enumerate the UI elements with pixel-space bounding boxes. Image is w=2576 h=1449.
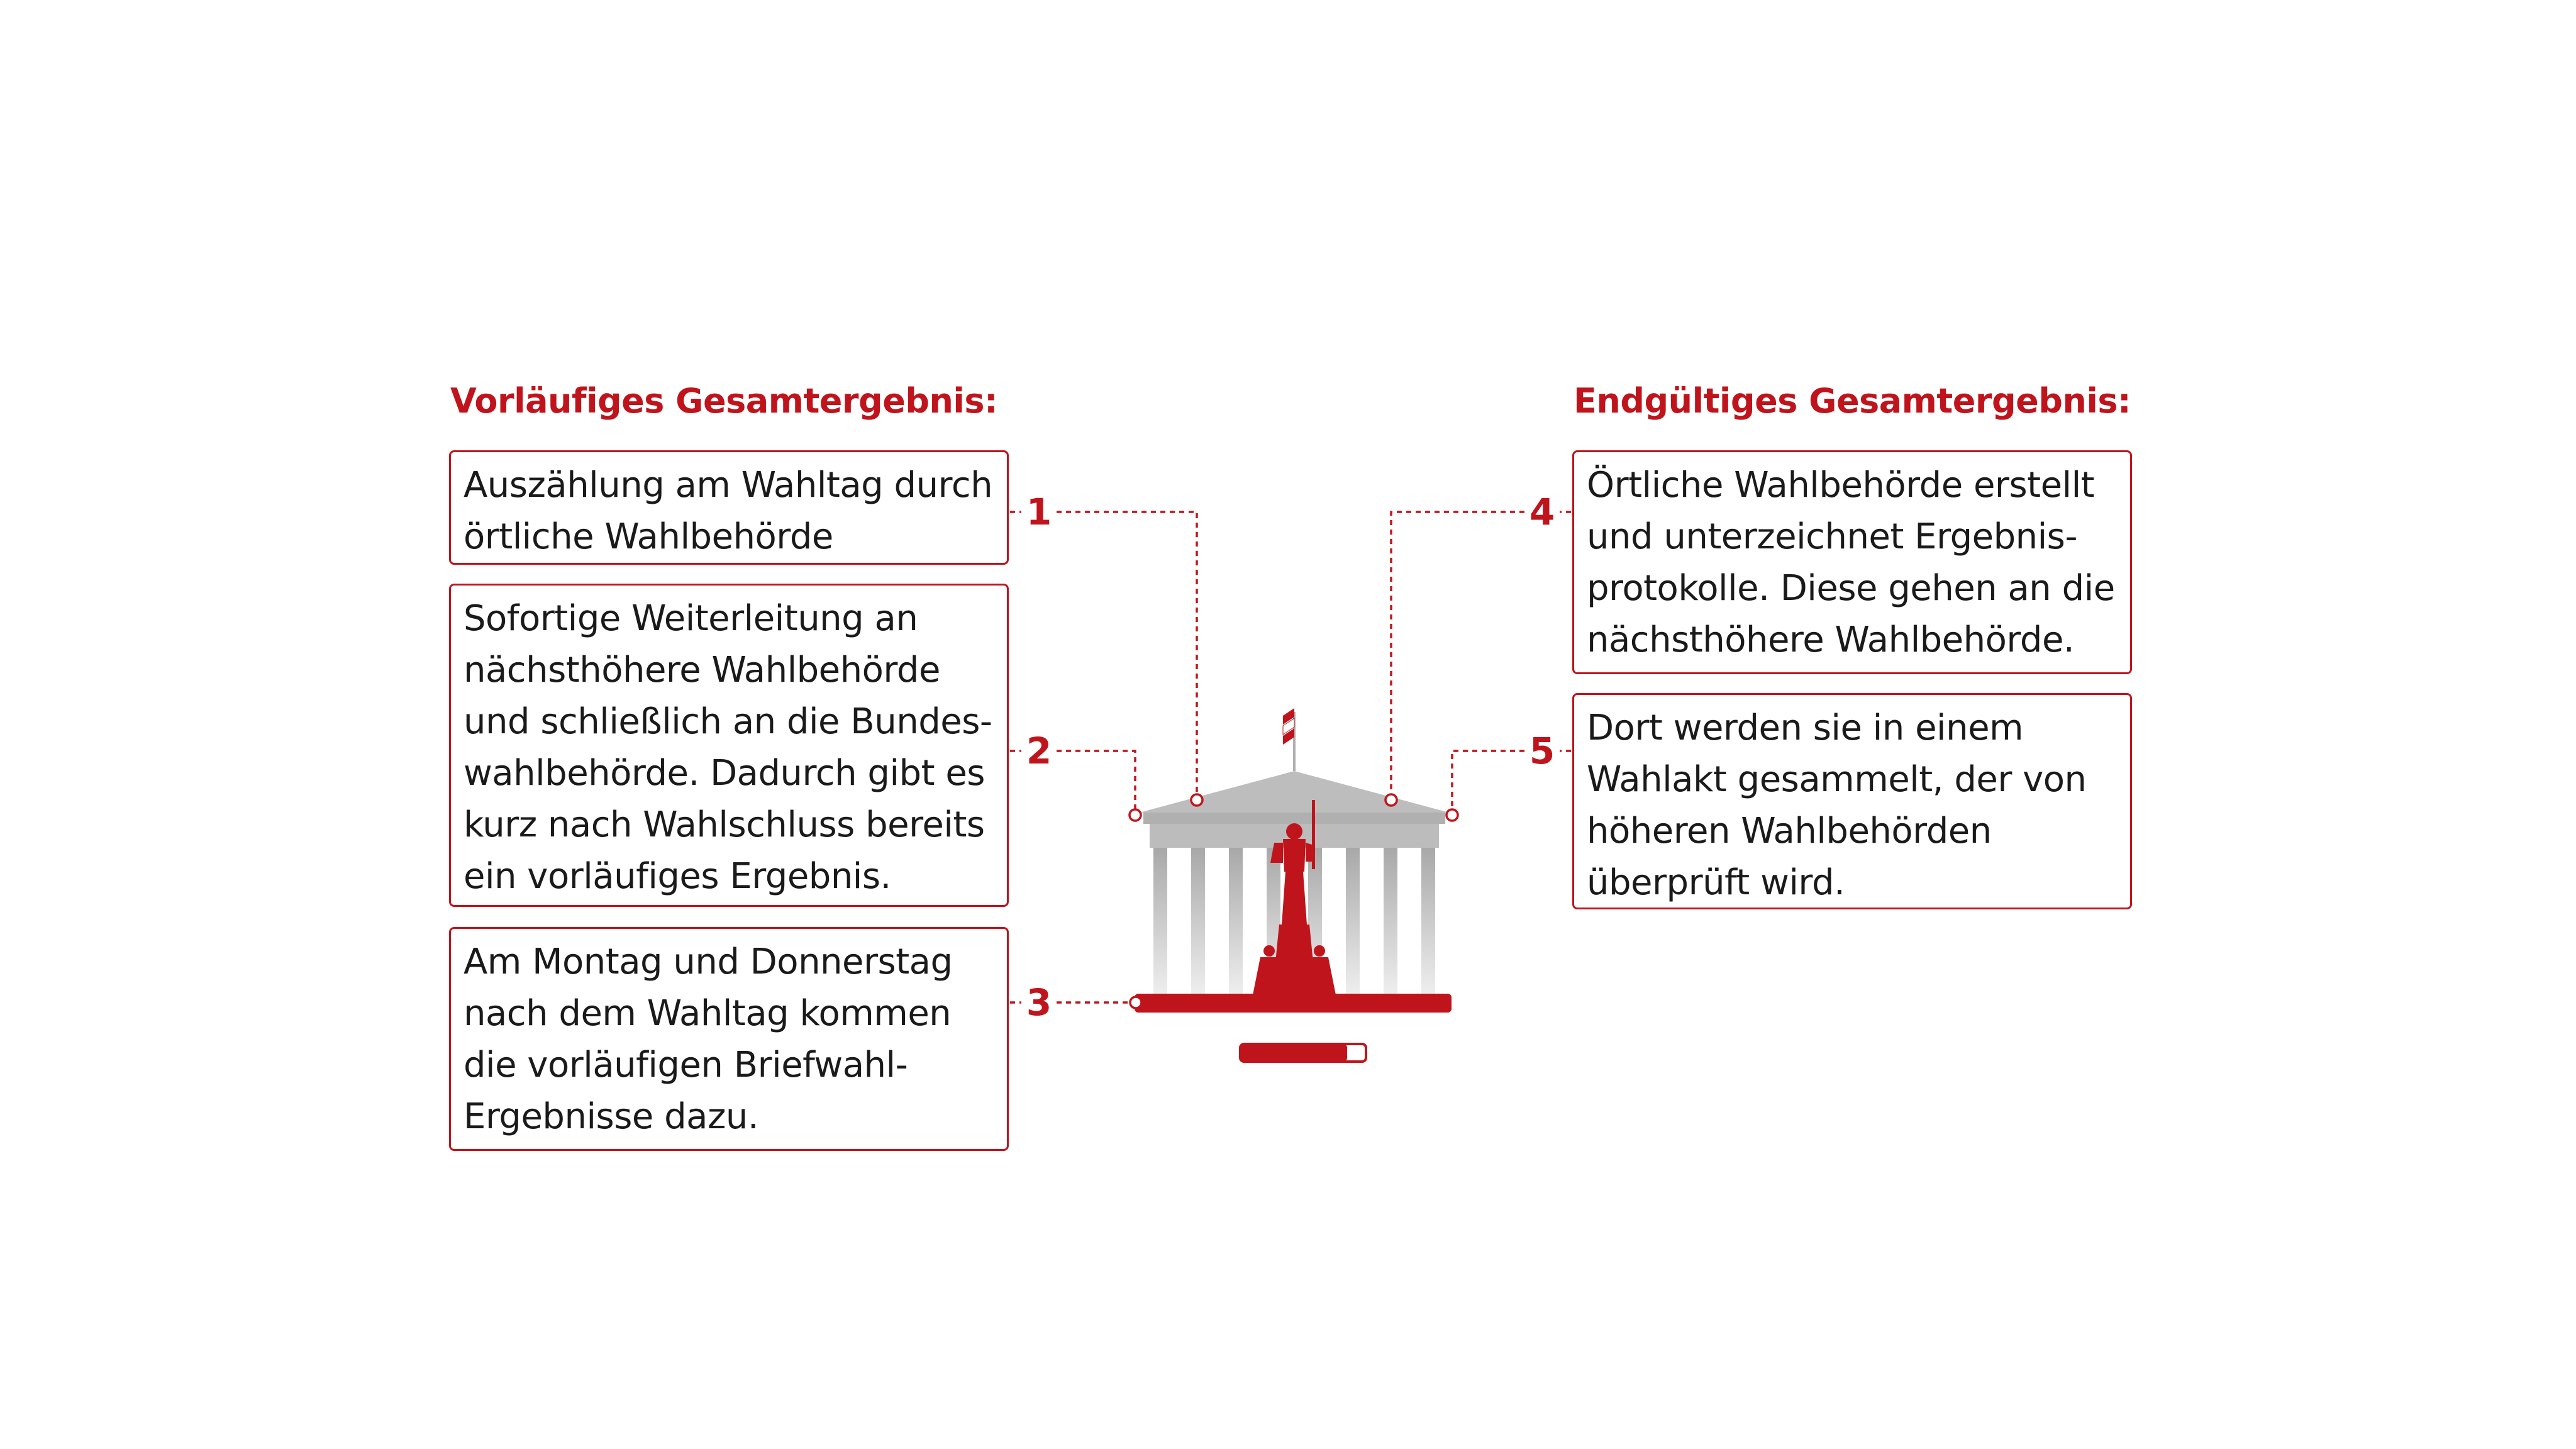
flag-icon (1283, 708, 1294, 771)
step-4-line: und unterzeichnet Ergebnis- (1587, 516, 2078, 557)
step-2-line: wahlbehörde. Dadurch gibt es (464, 753, 985, 794)
step-2-line: und schließlich an die Bundes- (464, 701, 992, 742)
step-number-2: 2 (1026, 730, 1052, 772)
step-number-3: 3 (1026, 981, 1052, 1024)
step-number-4: 4 (1529, 491, 1555, 533)
step-3-line: nach dem Wahltag kommen (464, 993, 952, 1034)
step-5-line: höheren Wahlbehörden (1587, 811, 1992, 852)
step-number-1: 1 (1026, 491, 1052, 533)
step-4-line: nächsthöhere Wahlbehörde. (1587, 619, 2075, 660)
step-2-line: ein vorläufiges Ergebnis. (464, 856, 891, 897)
left-heading: Vorläufiges Gesamtergebnis: (450, 381, 998, 421)
step-5-line: Wahlakt gesammelt, der von (1587, 759, 2087, 800)
step-5-line: Dort werden sie in einem (1587, 708, 2024, 748)
right-heading: Endgültiges Gesamtergebnis: (1574, 381, 2131, 421)
step-1-line: Auszählung am Wahltag durch (464, 465, 993, 506)
step-4-line: Örtliche Wahlbehörde erstellt (1587, 465, 2095, 506)
step-3-line: Ergebnisse dazu. (464, 1096, 759, 1137)
step-2-line: kurz nach Wahlschluss bereits (464, 804, 985, 845)
step-5-line: überprüft wird. (1587, 862, 1845, 903)
base-bar (1240, 1044, 1366, 1062)
step-4-line: protokolle. Diese gehen an die (1587, 568, 2115, 609)
step-2-line: Sofortige Weiterleitung an (464, 598, 918, 639)
step-3-line: die vorläufigen Briefwahl- (464, 1045, 908, 1085)
step-1-line: örtliche Wahlbehörde (464, 516, 833, 557)
step-number-5: 5 (1529, 730, 1555, 772)
step-2-line: nächsthöhere Wahlbehörde (464, 650, 940, 691)
step-3-line: Am Montag und Donnerstag (464, 941, 953, 982)
